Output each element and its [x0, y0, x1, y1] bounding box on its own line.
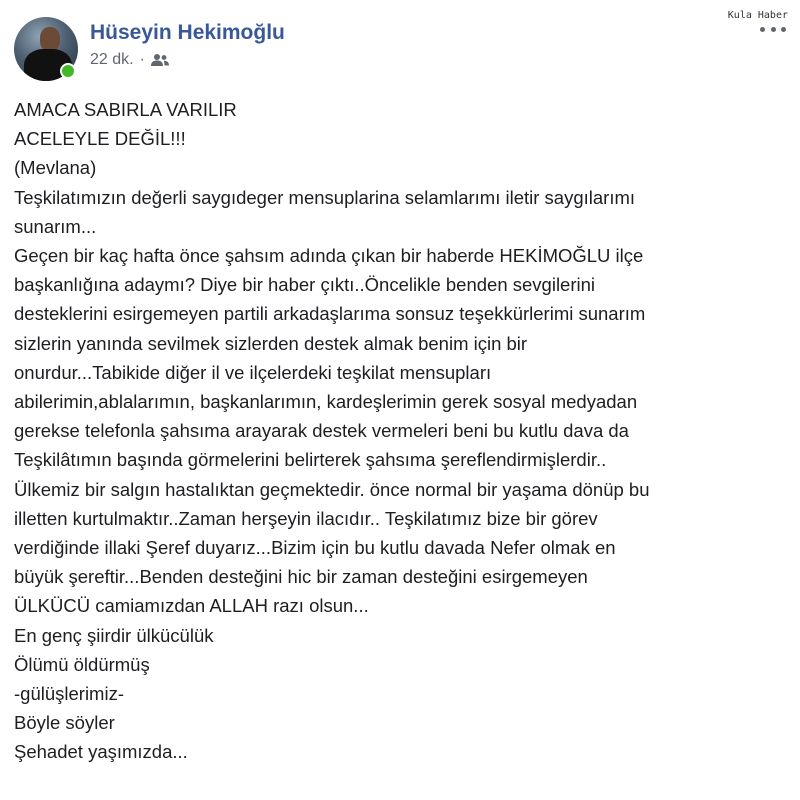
separator-dot: ·: [139, 51, 145, 68]
post-text-line: Geçen bir kaç hafta önce şahsım adında çıkan bir haberde HEKİMOĞLU ilçe: [14, 245, 644, 267]
post-text-line: (Mevlana): [14, 157, 97, 179]
post-text-line: illetten kurtulmaktır..Zaman herşeyin ilacıdır.. Teşkilatımız bize bir görev: [14, 507, 598, 529]
post-text-line: verdiğinde illaki Şeref duyarız...Bizim için bu kutlu davada Nefer olmak en: [14, 537, 616, 559]
post-text-line: Ölümü öldürmüş: [14, 653, 150, 675]
post-subline: [90, 51, 285, 69]
post-text-line: desteklerini esirgemeyen partili arkadaşlarıma sonsuz teşekkürlerimi sunarım: [14, 303, 646, 325]
post-text-line: Teşkilatımızın değerli saygıdeger mensuplarina selamlarımı iletir saygılarımı: [14, 186, 636, 208]
more-dot-icon: [781, 27, 786, 32]
post-text-line: başkanlığına adaymı? Diye bir haber çıktı..Öncelikle benden sevgilerini: [14, 274, 596, 296]
post-paragraph: [14, 95, 790, 621]
post-header: [14, 17, 285, 81]
more-options-button[interactable]: [760, 22, 786, 36]
post-text-line: büyük şereftir...Benden desteğini hic bir zaman desteğini esirgemeyen: [14, 566, 588, 588]
watermark-label: Kula Haber: [727, 10, 788, 21]
post-text-line: abilerimin,ablalarımın, başkanlarımın, kardeşlerimin gerek sosyal medyadan: [14, 391, 638, 413]
post-text-line: sunarım...: [14, 215, 97, 237]
post-text-line: AMACA SABIRLA VARILIR: [14, 99, 237, 120]
online-status-icon: [60, 63, 76, 79]
post-text-line: gerekse telefonla şahsıma arayarak destek vermeleri beni bu kutlu dava da: [14, 420, 629, 442]
avatar[interactable]: [14, 17, 78, 81]
post-meta: [90, 17, 285, 81]
more-dot-icon: [771, 27, 776, 32]
post-text-line: Şehadet yaşımızda...: [14, 741, 188, 763]
more-dot-icon: [760, 27, 765, 32]
post-body: [14, 95, 790, 767]
post-text-line: ÜLKÜCÜ camiamızdan ALLAH razı olsun...: [14, 595, 369, 617]
post-text-line: Böyle söyler: [14, 712, 115, 734]
post-text-line: Teşkilâtımın başında görmelerini belirterek şahsıma şereflendirmişlerdir..: [14, 449, 607, 471]
post-text-line: sizlerin yanında sevilmek sizlerden destek almak benim için bir: [14, 332, 528, 354]
author-name-link[interactable]: Hüseyin Hekimoğlu: [90, 21, 285, 44]
post-text-line: ACELEYLE DEĞİL!!!: [14, 128, 186, 150]
post-text-line: onurdur...Tabikide diğer il ve ilçelerdeki teşkilat mensupları: [14, 361, 492, 383]
post-text-line: Ülkemiz bir salgın hastalıktan geçmektedir. önce normal bir yaşama dönüp bu: [14, 478, 650, 500]
friends-icon[interactable]: [151, 53, 169, 67]
post-timestamp-link[interactable]: 22 dk.: [90, 51, 134, 68]
post-text-line: En genç şiirdir ülkücülük: [14, 624, 214, 646]
post-text-line: -gülüşlerimiz-: [14, 683, 124, 705]
post-poem: [14, 621, 790, 767]
